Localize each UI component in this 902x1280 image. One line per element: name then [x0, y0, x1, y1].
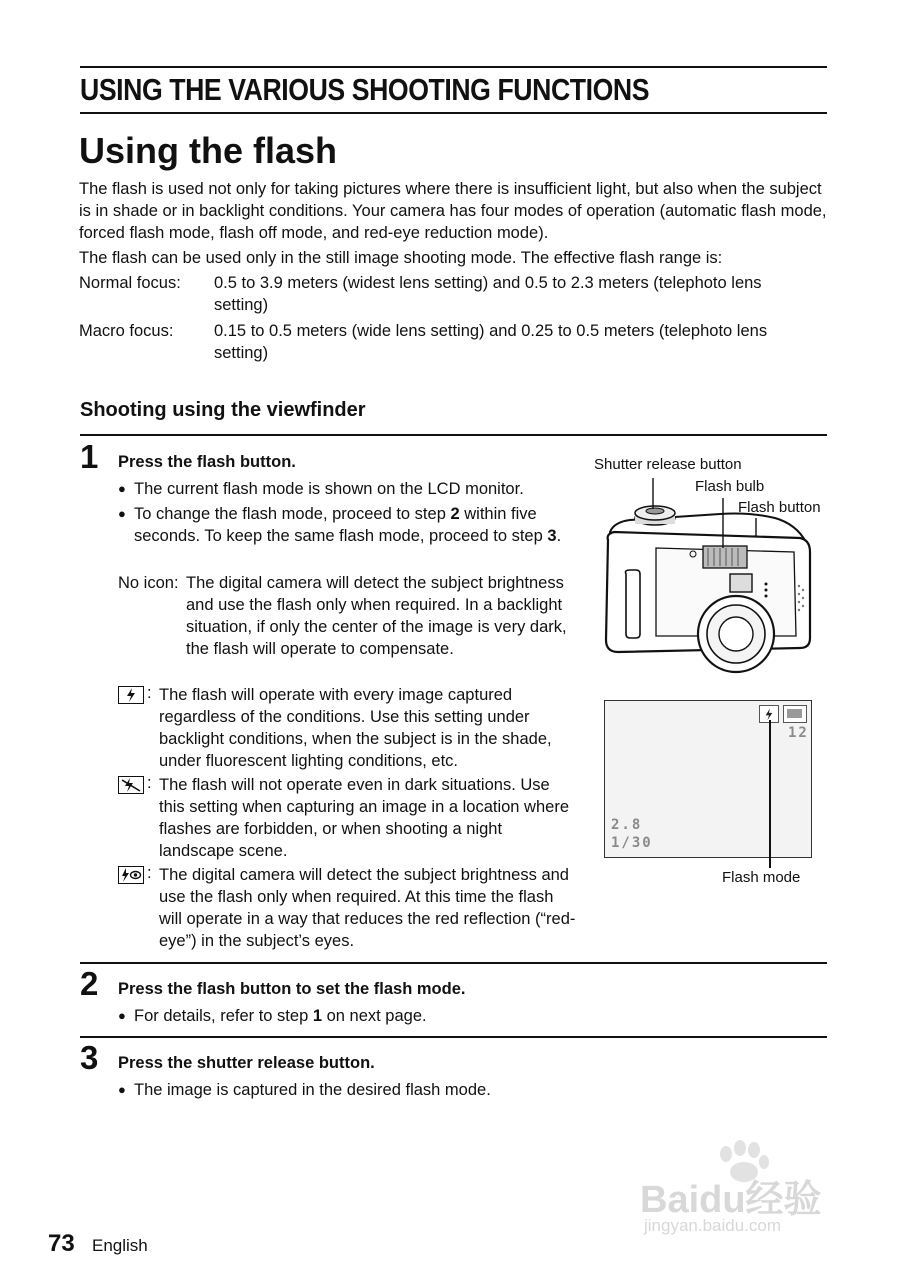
flash-redeye-icon [118, 866, 144, 884]
range-label-normal: Normal focus: [79, 274, 181, 292]
lcd-battery-icon [783, 705, 807, 723]
step-2-title: Press the flash button to set the flash mode. [118, 980, 466, 998]
page-title: Using the flash [79, 130, 338, 171]
step-1-number: 1 [80, 438, 99, 475]
flash-forced-icon [118, 686, 144, 704]
bullet-dot-icon: ● [118, 481, 126, 496]
subsection-heading: Shooting using the viewfinder [80, 399, 366, 421]
step-2-rule [80, 962, 827, 964]
lcd-leader-line [769, 720, 771, 868]
label-flash-button: Flash button [738, 499, 821, 516]
step-1-title: Press the flash button. [118, 453, 296, 471]
mode-colon: : [147, 684, 152, 702]
step-1-bullet-1: ● The current flash mode is shown on the LCD monitor. [118, 480, 524, 498]
top-rule [80, 66, 827, 68]
flash-off-icon [118, 776, 144, 794]
page-number: 73 [48, 1230, 75, 1257]
mode-auto-desc: The digital camera will detect the subject brightness and use the flash only when required. In a backlight situation, if only the center of the image is very dark, the flash will operate to compensate. [186, 574, 567, 658]
step-2-bullet-1: ● For details, refer to step 1 on next page. [118, 1007, 427, 1025]
mode-off-desc: The flash will not operate even in dark situations. Use this setting when capturing an image in a location where flashes are forbidden, or when shooting a night landscape scene. [159, 776, 569, 860]
step-3-title: Press the shutter release button. [118, 1054, 375, 1072]
mode-redeye-desc: The digital camera will detect the subject brightness and use the flash only when required. At this time the flash will operate in a way that reduces the red reflection (“red-eye”) in the subject’s eyes. [159, 866, 576, 950]
intro-paragraph-1: The flash is used not only for taking pictures where there is insufficient light, but also when the subject is in shade or in backlight conditions. Your camera has four modes of operation (automatic flash mode, forced flash mode, flash off mode, and red-eye reduction mode). [79, 180, 827, 242]
bullet-dot-icon: ● [118, 1008, 126, 1023]
label-shutter-release-button: Shutter release button [594, 456, 742, 473]
intro-paragraph-2: The flash can be used only in the still image shooting mode. The effective flash range is: [79, 249, 723, 267]
step-1-bullet-2: ● To change the flash mode, proceed to step 2 within five seconds. To keep the same flash mode, proceed to step 3. [118, 505, 562, 545]
bullet-dot-icon: ● [118, 506, 126, 521]
section-title: USING THE VARIOUS SHOOTING FUNCTIONS [80, 72, 650, 107]
bullet-dot-icon: ● [118, 1082, 126, 1097]
lcd-aperture: 2.8 [611, 817, 643, 833]
step-3-rule [80, 1036, 827, 1038]
watermark-brand: Baidu经验 [640, 1179, 822, 1221]
subsection-rule [80, 434, 827, 436]
step-2-number: 2 [80, 965, 99, 1002]
lcd-shutter-speed: 1/30 [611, 835, 653, 851]
label-flash-mode: Flash mode [722, 869, 801, 886]
range-text-macro: 0.15 to 0.5 meters (wide lens setting) and 0.25 to 0.5 meters (telephoto lens setting) [214, 322, 768, 362]
range-label-macro: Macro focus: [79, 322, 174, 340]
lcd-shot-count: 12 [788, 725, 809, 741]
mode-colon: : [147, 774, 152, 792]
lcd-monitor [604, 700, 812, 858]
step-3-number: 3 [80, 1039, 99, 1076]
footer-language: English [92, 1236, 148, 1255]
mode-forced-desc: The flash will operate with every image captured regardless of the conditions. Use this setting under backlight conditions, when the subject is in the shade, under fluorescent lighting conditions, etc. [159, 686, 552, 770]
step-3-bullet-1: ● The image is captured in the desired flash mode. [118, 1081, 491, 1099]
range-text-normal: 0.5 to 3.9 meters (widest lens setting) and 0.5 to 2.3 meters (telephoto lens setting) [214, 274, 762, 314]
watermark-url: jingyan.baidu.com [644, 1216, 782, 1235]
section-title-rule [80, 112, 827, 114]
mode-no-icon-label: No icon: [118, 574, 179, 592]
mode-colon: : [147, 864, 152, 882]
label-flash-bulb: Flash bulb [695, 478, 765, 495]
